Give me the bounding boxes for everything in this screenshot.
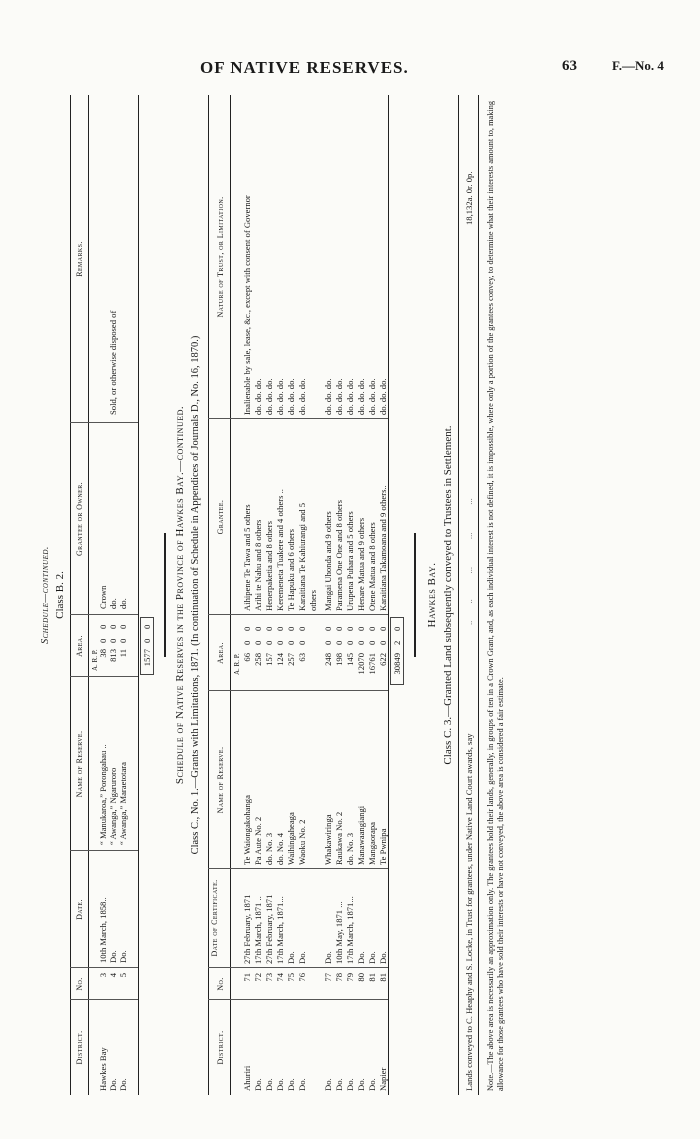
reserve-name-cell: Mangaorapa [367,822,377,865]
table2-col-divider [208,999,388,1000]
no-cell: 72 [253,973,263,982]
certificate-date-cell: Do. [297,951,307,964]
district-cell: Do. [118,1078,128,1091]
district-cell: Do. [275,1078,285,1091]
grantee-cell: Urupena Puhara and 5 others [345,511,355,611]
certificate-date-cell: Do. [356,951,366,964]
district-cell: Do. [108,1078,118,1091]
table3-top-rule [458,95,459,1095]
roods-cell: 0 [286,640,296,645]
schedule-hawkes-bay-title: Schedule of Native Reserves in the Province of Hawkes Bay.—continued. [174,405,186,785]
reserve-name-cell: Manawaangiangi [356,805,366,865]
acres-cell: 622 [378,653,388,666]
no-cell: 77 [323,973,333,982]
nature-of-trust-cell: do. do. do. [345,378,355,415]
hawkes-bay-heading: Hawkes Bay. [426,562,438,628]
grantee-cell: Henerpaketia and 8 others [264,521,274,611]
district-cell: Do. [334,1078,344,1091]
district-cell: Do. [345,1078,355,1091]
perches-cell: 0 [334,626,344,631]
acres-cell: 38 [98,649,108,658]
roods-cell: 0 [345,640,355,645]
table1-bottom-rule [138,95,139,1095]
perches-cell: 0 [323,626,333,631]
nature-of-trust-cell: do. do. do. [356,378,366,415]
roods-cell: 0 [98,638,108,643]
nature-of-trust-cell: do. do. do. [367,378,377,415]
acres-cell: 198 [334,653,344,666]
roods-cell: 0 [275,640,285,645]
total-acres: 30849 [392,653,402,675]
roods-cell: 0 [297,640,307,645]
table1-header-rule [88,95,89,1095]
roods-cell: 0 [264,640,274,645]
col-header-nature-of-trust: Nature of Trust, or Limitation. [216,196,225,318]
grantee-cell: Aihipene Te Tawa and 5 others [242,504,252,611]
table2-top-rule [208,95,209,1095]
rotated-page-body [40,95,630,1095]
perches-cell: 0 [242,626,252,631]
col-header-no: No. [216,977,225,991]
perches-cell: 0 [378,626,388,631]
no-cell: 81 [367,973,377,982]
perches-cell: 0 [98,624,108,629]
grantee-cell: Karaitiana Takamoana and 9 others.. [378,485,388,611]
grantee-cell: Otene Matua and 8 others [367,522,377,611]
paper-reference: F.—No. 4 [612,58,664,73]
grantee-cell: Mangai Uhonda and 9 others [323,511,333,611]
col-header-no: No. [75,977,84,991]
note-paragraph: Note.—The above area is necessarily an approximation only. The grantees hold their lands, generally, in groups of ten in a Crown Grant, and, as each individual interest is not defined, it is impossible, where only a portion of the grantees convey, to determine what their interests amount to, making allowance for those grantees who have sold their interests or have not conveyed, the above area is considered a fair estimate. [486,101,505,1091]
col-header-district: District. [75,1030,84,1065]
area-units: A. R. P. [233,653,241,675]
date-cell: 10th March, 1858.. [98,897,108,963]
table2-col-divider [208,868,388,869]
roods-cell: 0 [334,640,344,645]
table2-bottom-rule [388,95,389,1095]
roods-cell: 0 [108,638,118,643]
reserve-name-cell: do. No. 4 [275,833,285,865]
district-cell: Ahuriri [242,1065,252,1091]
grantee-cell: Arihi te Nahu and 8 others [253,519,263,611]
certificate-date-cell: 10th May, 1871 ... [334,901,344,964]
table2-col-divider [208,614,388,615]
col-header-name: Name of Reserve. [216,746,225,814]
acres-cell: 258 [253,653,263,666]
roods-cell: 0 [378,640,388,645]
acres-cell: 124 [275,653,285,666]
section-separator [164,533,166,657]
acres-cell: 66 [242,653,252,662]
reserve-name-cell: “ Manukaroa,” Porongahau .. [98,744,108,845]
reserve-name-cell: Waihingaheaga [286,812,296,865]
acres-cell: 145 [345,653,355,666]
no-cell: 74 [275,973,285,982]
nature-of-trust-cell: Inalienable by sale, lease, &c., except with consent of Governor [242,195,252,415]
table2-col-divider [208,967,388,968]
perches-cell: 0 [118,624,128,629]
acres-cell: 813 [108,649,118,662]
grantee-cell: others [308,589,318,611]
certificate-date-cell: Do. [286,951,296,964]
perches-cell: 0 [275,626,285,631]
grantee-cell: Te Hapuku and 6 others [286,529,296,611]
reserve-name-cell: Te Pwnipa [378,828,388,865]
roods-cell: 0 [253,640,263,645]
perches-cell: 0 [253,626,263,631]
no-cell: 3 [98,973,108,978]
roods-cell: 0 [356,640,366,645]
col-header-remarks: Remarks. [75,241,84,277]
nature-of-trust-cell: do. do. do. [323,378,333,415]
acres-cell: 16761 [367,653,377,675]
perches-cell: 0 [286,626,296,631]
col-header-area: Area. [75,635,84,657]
grantee-cell: do. [108,598,118,609]
page-running-title: OF NATIVE RESERVES. [200,58,409,77]
certificate-date-cell: Do. [367,951,377,964]
leader-dots: .. .. ... ... ... [464,498,474,625]
grantee-cell: Karaitiana Te Kahiurangi and 5 [297,502,307,611]
no-cell: 4 [108,973,118,978]
nature-of-trust-cell: do. do. do. [378,378,388,415]
district-cell: Napier [378,1067,388,1091]
perches-cell: 0 [345,626,355,631]
col-header-area: Area. [216,642,225,664]
no-cell: 5 [118,973,128,978]
certificate-date-cell: Do. [323,951,333,964]
schedule-continued-caption: Schedule—continued. [40,546,51,644]
no-cell: 76 [297,973,307,982]
col-header-date: Date. [75,899,84,920]
grantee-cell: Henare Matua and 9 others [356,517,366,611]
no-cell: 78 [334,973,344,982]
perches-cell: 0 [108,624,118,629]
district-cell: Do. [253,1078,263,1091]
total-perches: 0 [142,624,152,629]
col-header-date-of-certificate: Date of Certificate. [210,879,219,957]
perches-cell: 0 [367,626,377,631]
table3-bottom-rule [478,95,479,1095]
acres-cell: 157 [264,653,274,666]
perches-cell: 0 [356,626,366,631]
nature-of-trust-cell: do. do. do. [334,378,344,415]
district-cell: Do. [264,1078,274,1091]
reserve-name-cell: Pa Aute No. 2 [253,816,263,865]
col-header-name: Name of Reserve. [75,730,84,798]
acres-cell: 257 [286,653,296,666]
roods-cell: 0 [323,640,333,645]
grantee-cell: Keremeneta Tuakere and 4 others .. [275,489,285,611]
roods-cell: 0 [242,640,252,645]
table2-col-divider [208,418,388,419]
date-cell: Do. [108,950,118,963]
no-cell: 81 [378,973,388,982]
district-cell: Do. [286,1078,296,1091]
acres-cell: 11 [118,649,128,658]
col-header-district: District. [216,1030,225,1065]
reserve-name-cell: do. No. 3 [345,833,355,865]
total-roods: 0 [142,638,152,643]
district-cell: Hawkes Bay [98,1047,108,1091]
roods-cell: 0 [367,640,377,645]
certificate-date-cell: 17th March, 1871... [275,896,285,964]
trust-lands-row: Lands conveyed to C. Heaphy and S. Locke, in Trust for grantees, under Native Land Court awards, say [464,733,474,1091]
table1-top-rule [70,95,71,1095]
nature-of-trust-cell: do. do. do. [286,378,296,415]
nature-of-trust-cell: do. do. do. [297,378,307,415]
reserve-name-cell: “ Awanga,” Maraetotara [118,762,128,845]
class-b2-caption: Class B. 2. [54,571,66,619]
trust-lands-area: 18,132a. 0r. 0p. [464,171,474,225]
class-c1-title: Class C., No. 1.—Grants with Limitations, 1871. (In continuation of Schedule in Appendices of Journals D., No. 16, 1870.) [190,335,201,855]
nature-of-trust-cell: do. do. do. [264,378,274,415]
no-cell: 79 [345,973,355,982]
page-number: 63 [562,58,577,74]
col-header-grantee: Grantee or Owner. [75,481,84,557]
certificate-date-cell: 17th March, 1871... [345,896,355,964]
no-cell: 75 [286,973,296,982]
date-cell: Do. [118,950,128,963]
acres-cell: 12070 [356,653,366,675]
remarks-cell: Sold, or otherwise disposed of [108,310,118,415]
district-cell: Do. [297,1078,307,1091]
nature-of-trust-cell: do. do. do. [275,378,285,415]
total-acres: 1577 [142,649,152,667]
district-cell: Do. [367,1078,377,1091]
area-units: A. R. P. [91,649,99,671]
no-cell: 80 [356,973,366,982]
grantee-cell: do. [118,598,128,609]
reserve-name-cell: Raukawa No. 2 [334,811,344,865]
acres-cell: 63 [297,653,307,662]
grantee-cell: Paramena One One and 8 others [334,500,344,611]
district-cell: Do. [356,1078,366,1091]
district-cell: Do. [323,1078,333,1091]
no-cell: 71 [242,973,252,982]
col-header-grantee: Grantee. [216,499,225,535]
acres-cell: 248 [323,653,333,666]
table2-header-rule [230,95,231,1095]
reserve-name-cell: Whakawiringa [323,814,333,865]
perches-cell: 0 [297,626,307,631]
total-perches: 0 [392,626,402,631]
section-separator [414,533,416,657]
certificate-date-cell: Do. [378,951,388,964]
reserve-name-cell: Te Waiongakohanga [242,795,252,865]
class-c3-title: Class C. 3.—Granted Land subsequently conveyed to Trustees in Settlement. [442,425,454,765]
reserve-name-cell: Waoku No. 2 [297,819,307,865]
nature-of-trust-cell: do. do. do. [253,378,263,415]
reserve-name-cell: do. No. 3 [264,833,274,865]
roods-cell: 0 [118,638,128,643]
total-roods: 2 [392,640,402,645]
perches-cell: 0 [264,626,274,631]
no-cell: 73 [264,973,274,982]
certificate-date-cell: 27th February, 1871 [242,894,252,964]
grantee-cell: Crown [98,585,108,609]
reserve-name-cell: “ Awanga,” Ngaruroro [108,767,118,845]
certificate-date-cell: 17th March, 1871 .. [253,896,263,964]
certificate-date-cell: 27th February, 1871 [264,894,274,964]
